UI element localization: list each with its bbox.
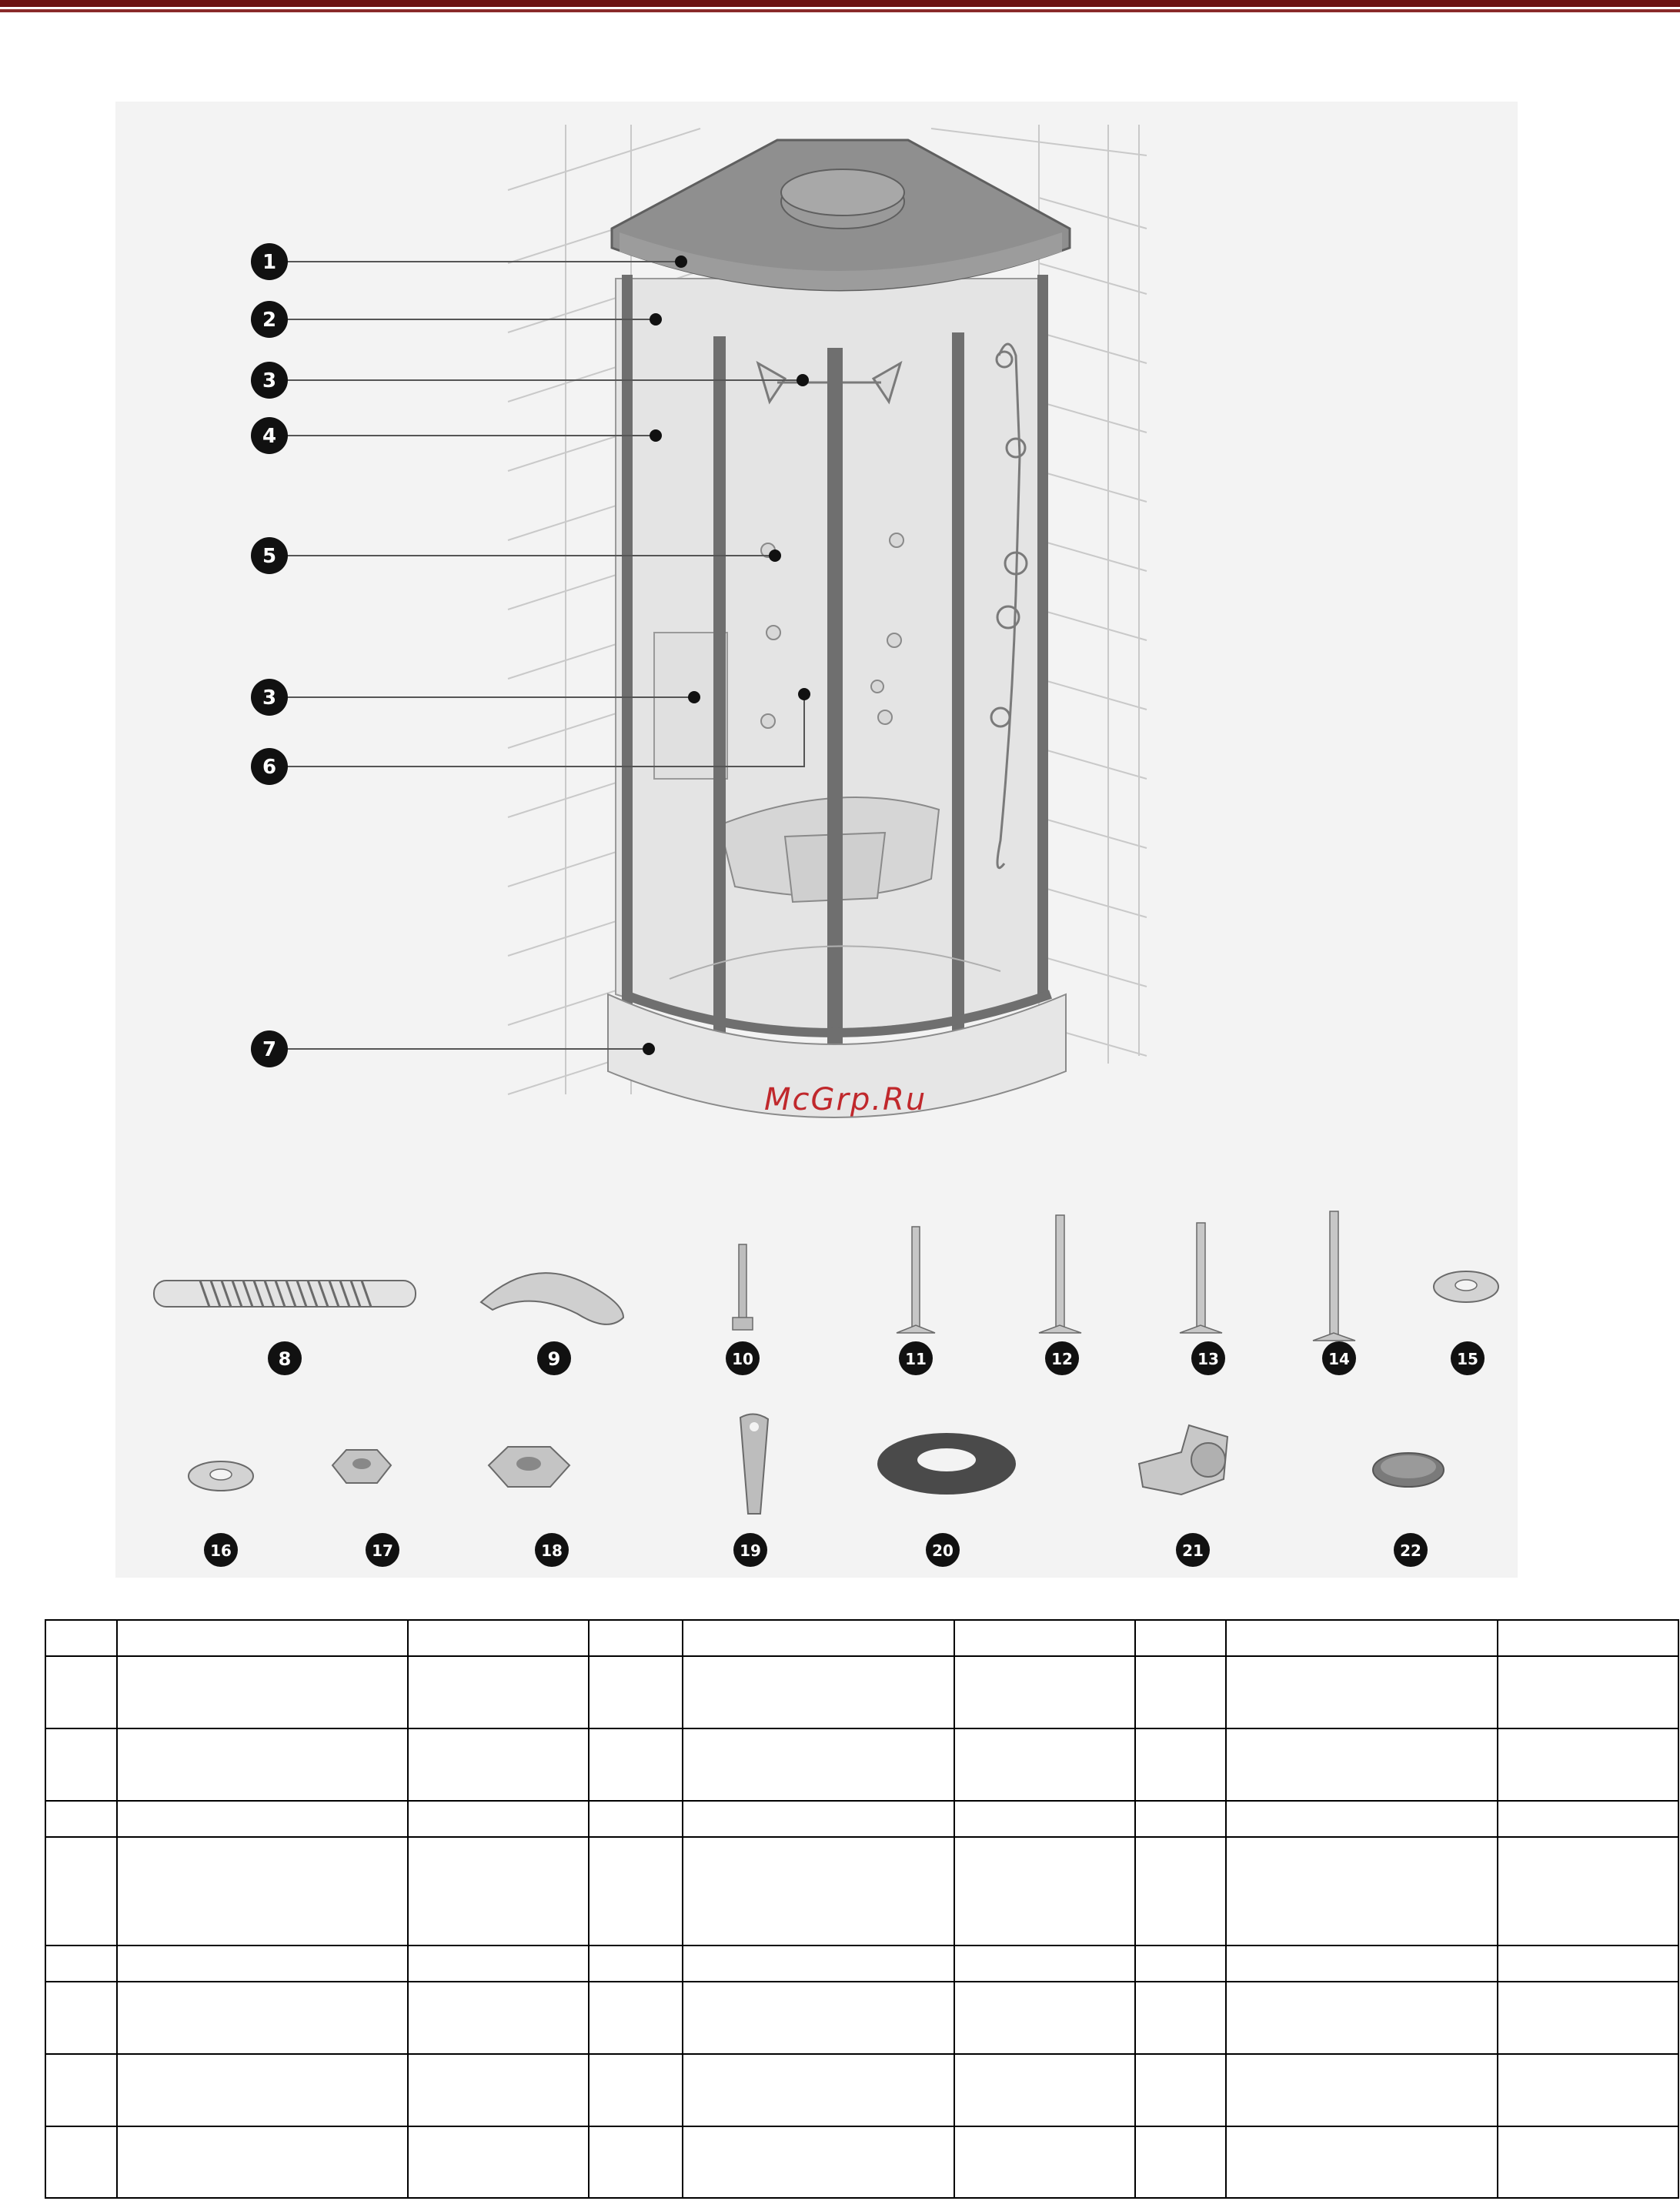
svg-text:3: 3 [262,686,277,710]
callout-4 [251,417,288,454]
part-label-8 [268,1341,302,1375]
part-label-21 [1176,1533,1210,1567]
part-9-hand-shower [481,1273,623,1324]
svg-text:7: 7 [262,1038,277,1061]
table-row [45,1656,1678,1728]
svg-text:4: 4 [262,425,277,448]
callout-1 [251,243,288,280]
table-row [45,1982,1678,2054]
part-20-gasket [877,1433,1016,1495]
shower-cabin-illustration [115,102,1518,1578]
part-label-13 [1191,1341,1225,1375]
part-11-screw [897,1227,935,1333]
header-rule [0,0,1680,14]
callout-3-top [251,362,288,399]
part-12-screw [1039,1215,1081,1333]
svg-text:10: 10 [732,1350,753,1368]
part-19-key [740,1414,768,1514]
svg-text:17: 17 [372,1541,393,1560]
callout-6 [251,748,288,785]
svg-text:2: 2 [262,309,277,332]
svg-text:14: 14 [1328,1350,1350,1368]
svg-text:9: 9 [547,1348,561,1370]
part-17-nut [332,1450,391,1483]
part-21-elbow-fitting [1139,1425,1227,1495]
parts-table [45,1619,1679,2199]
watermark: McGrp.Ru [764,1082,927,1117]
svg-text:5: 5 [262,545,277,568]
table-row [45,1837,1678,1945]
part-label-9 [537,1341,571,1375]
part-label-19 [733,1533,767,1567]
svg-text:13: 13 [1197,1350,1219,1368]
shower-cabin-figure [115,102,1518,1578]
svg-text:18: 18 [541,1541,563,1560]
svg-text:15: 15 [1457,1350,1478,1368]
table-row [45,1801,1678,1837]
part-label-11 [899,1341,933,1375]
svg-text:16: 16 [210,1541,232,1560]
part-label-18 [535,1533,569,1567]
part-label-22 [1394,1533,1428,1567]
svg-text:21: 21 [1182,1541,1204,1560]
svg-text:8: 8 [278,1348,292,1370]
table-row [45,1620,1678,1656]
svg-text:19: 19 [740,1541,761,1560]
part-22-filter [1373,1453,1444,1487]
part-label-16 [204,1533,238,1567]
table-row [45,1728,1678,1801]
part-label-12 [1045,1341,1079,1375]
callout-2 [251,301,288,338]
table-row [45,2126,1678,2198]
callout-5 [251,537,288,574]
part-8-hose [154,1281,416,1307]
svg-text:11: 11 [905,1350,927,1368]
callout-3-bottom [251,679,288,716]
svg-text:12: 12 [1051,1350,1073,1368]
part-label-20 [926,1533,960,1567]
svg-text:6: 6 [262,756,277,779]
part-15-washer [1434,1271,1498,1302]
callout-7 [251,1030,288,1067]
table-row [45,1945,1678,1982]
svg-text:3: 3 [262,369,277,392]
table-row [45,2054,1678,2126]
part-16-washer [189,1461,253,1491]
svg-text:1: 1 [262,251,277,274]
part-18-nut [489,1447,569,1487]
part-label-17 [366,1533,399,1567]
part-14-screw [1313,1211,1355,1341]
part-10-bolt [733,1244,753,1330]
svg-text:20: 20 [932,1541,954,1560]
part-label-14 [1322,1341,1356,1375]
part-label-10 [726,1341,760,1375]
part-label-15 [1451,1341,1485,1375]
svg-text:22: 22 [1400,1541,1421,1560]
part-13-screw [1180,1223,1222,1333]
